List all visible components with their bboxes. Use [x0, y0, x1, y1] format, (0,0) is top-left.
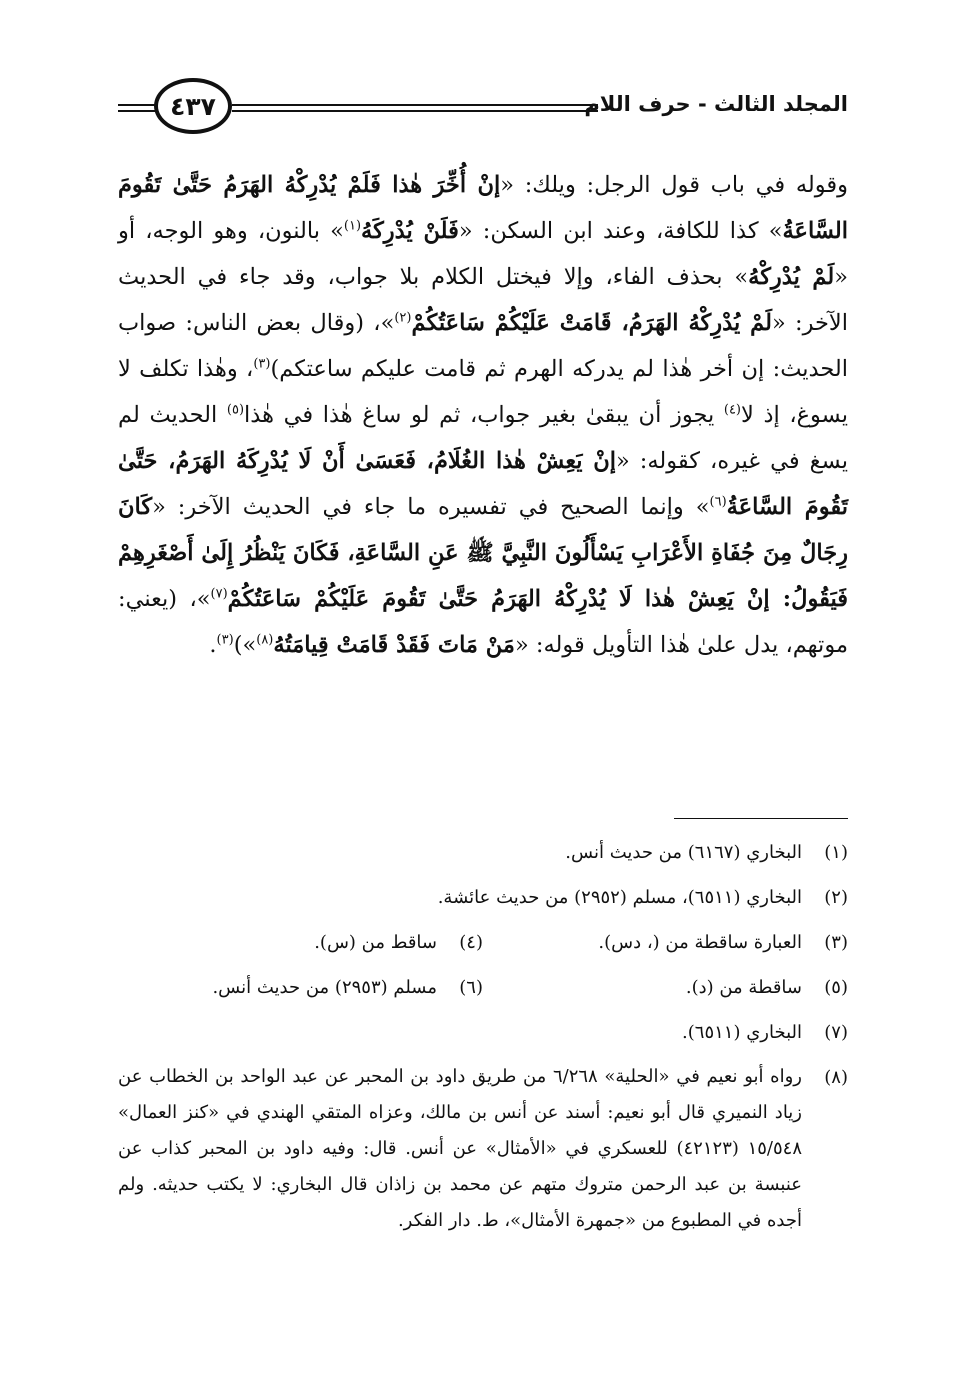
footnote-2 [118, 875, 848, 920]
footnote-text: ساقطة من (د). [685, 977, 802, 998]
footnote-ref: (٤) [723, 402, 741, 418]
hadith-quote: إنْ يَعِشْ هٰذا الغُلَامُ، فَعَسَىٰ أَنْ لَا يُدْرِكَهُ الهَرَمُ، حَتَّىٰ تَقُومَ السَّاعَةُ [118, 448, 848, 520]
text-run: يجوز أن يبقىٰ بغير جواب، ثم لو ساغ هٰذا في هٰذا [244, 402, 724, 428]
text-run: ») [233, 632, 257, 658]
hadith-quote: لَمْ يُدْرِكْهُ [748, 264, 835, 290]
page-number: ٤٣٧ [170, 91, 216, 121]
text-run: الحديث لم يسغ في غيره، كقوله: « [118, 402, 848, 474]
footnote-ref: (٢) [394, 310, 412, 326]
hadith-quote: فَلَنْ يُدْرِكَهُ [361, 218, 459, 244]
footnote-number: (١) [824, 842, 848, 863]
footnote-4 [118, 920, 483, 965]
text-run: ، وهٰذا تكلف لا يسوغ، إذ لا [118, 356, 848, 428]
footnote-ref: (٣) [216, 632, 234, 648]
footnote-text: البخاري (٦٥١١). [682, 1022, 802, 1043]
footnote-ref: (٧) [210, 586, 228, 602]
main-paragraph [118, 162, 848, 668]
footnote-text: البخاري (٦١٦٧) من حديث أنس. [565, 842, 802, 863]
header-rule-left-2 [118, 110, 158, 112]
text-run: »، (يعني: موتهم، يدل علىٰ هٰذا التأويل قوله: « [118, 586, 848, 658]
footnote-text: ساقط من (س). [314, 932, 437, 953]
hadith-quote: لَمْ يُدْرِكْهُ الهَرَمُ، قَامَتْ عَلَيْكُمْ سَاعَتُكُمْ [411, 310, 772, 336]
footnote-3 [483, 920, 848, 965]
footnote-ref: (٦) [709, 494, 727, 510]
hadith-quote: إنْ أُخِّرَ هٰذا فَلَمْ يُدْرِكْهُ الهَرَمُ حَتَّىٰ تَقُومَ السَّاعَةُ [118, 172, 848, 244]
footnote-row-3-4 [118, 920, 848, 965]
footnote-number: (٦) [459, 977, 483, 998]
header-rule-left [118, 104, 158, 106]
header-title: المجلد الثالث - حرف اللام [584, 92, 848, 116]
footnote-text: البخاري (٦٥١١)، مسلم (٢٩٥٢) من حديث عائشة. [437, 887, 802, 908]
text-run: » كذا للكافة، وعند ابن السكن: « [458, 218, 783, 244]
footnote-number: (٥) [824, 977, 848, 998]
text-run: »، (وقال بعض الناس: صواب الحديث: إن أخر هٰذا لم يدركه الهرم ثم قامت عليكم ساعتكم) [118, 310, 848, 382]
header-rule-middle [232, 104, 598, 106]
footnote-number: (٢) [824, 887, 848, 908]
header-rule-middle-2 [232, 110, 598, 112]
footnotes [118, 830, 848, 1239]
footnote-1 [118, 830, 848, 875]
footnote-ref: (٣) [253, 356, 271, 372]
hadith-quote: مَنْ مَاتَ فَقَدْ قَامَتْ قِيامَتُهُ [273, 632, 515, 658]
footnote-text: رواه أبو نعيم في «الحلية» ٦/٢٦٨ من طريق داود بن المحبر عن عبد الواحد بن الخطاب عن زياد النميري قال أبو نعيم: أسند عن أنس بن مالك، وعزاه المتقي الهندي في «كنز العمال» ١٥/٥٤٨ (٤٢١٢٣) للعسكري في «الأمثال» عن أنس. قال: وفيه داود بن المحبر كذاب عن عنبسة بن عبد الرحمن متروك متهم عن محمد بن زاذان قال البخاري: لا يكتب حديثه. ولم أجده في المطبوع من «جمهرة الأمثال»، ط. دار الفكر. [118, 1066, 802, 1231]
footnote-number: (٣) [824, 932, 848, 953]
footnote-ref: (١) [343, 218, 362, 234]
main-text [118, 162, 848, 668]
running-header [118, 78, 848, 138]
footnote-text: العبارة ساقطة من (، دس). [598, 932, 802, 953]
footnote-7 [118, 1010, 848, 1055]
text-run: » بالنون، وهو الوجه، أو « [118, 218, 848, 290]
footnote-text: مسلم (٢٩٥٣) من حديث أنس. [212, 977, 437, 998]
footnote-number: (٧) [824, 1022, 848, 1043]
text-run: » وإنما الصحيح في تفسيره ما جاء في الحديث الآخر: « [152, 494, 710, 520]
page-number-badge [154, 78, 232, 134]
hadith-quote: كَانَ رِجَالٌ مِنَ جُفَاةِ الأَعْرَابِ يَسْأَلُونَ النَّبِيَّ ﷺ عَنِ السَّاعَةِ، فَكَانَ يَنْظُرُ إِلَىٰ أَصْغَرِهِمْ فَيَقُولُ: إنْ يَعِشْ هٰذا لَا يُدْرِكْهُ الهَرَمُ حَتَّىٰ تَقُومَ عَلَيْكُمْ سَاعَتُكُمْ [118, 494, 848, 612]
footnote-6 [118, 965, 483, 1010]
text-run: . [209, 632, 217, 658]
footnote-5 [483, 965, 848, 1010]
footnote-ref: (٥) [226, 402, 245, 418]
footnote-ref: (٨) [256, 632, 274, 648]
footnote-separator [674, 818, 848, 819]
footnote-8 [118, 1055, 848, 1239]
footnote-row-5-6 [118, 965, 848, 1010]
footnote-number: (٨) [824, 1067, 848, 1088]
text-run: وقوله في باب قول الرجل: ويلك: « [500, 172, 848, 198]
text-run: » بحذف الفاء، وإلا فيختل الكلام بلا جواب، وقد جاء في الحديث الآخر: « [118, 264, 849, 336]
footnote-number: (٤) [459, 932, 483, 953]
